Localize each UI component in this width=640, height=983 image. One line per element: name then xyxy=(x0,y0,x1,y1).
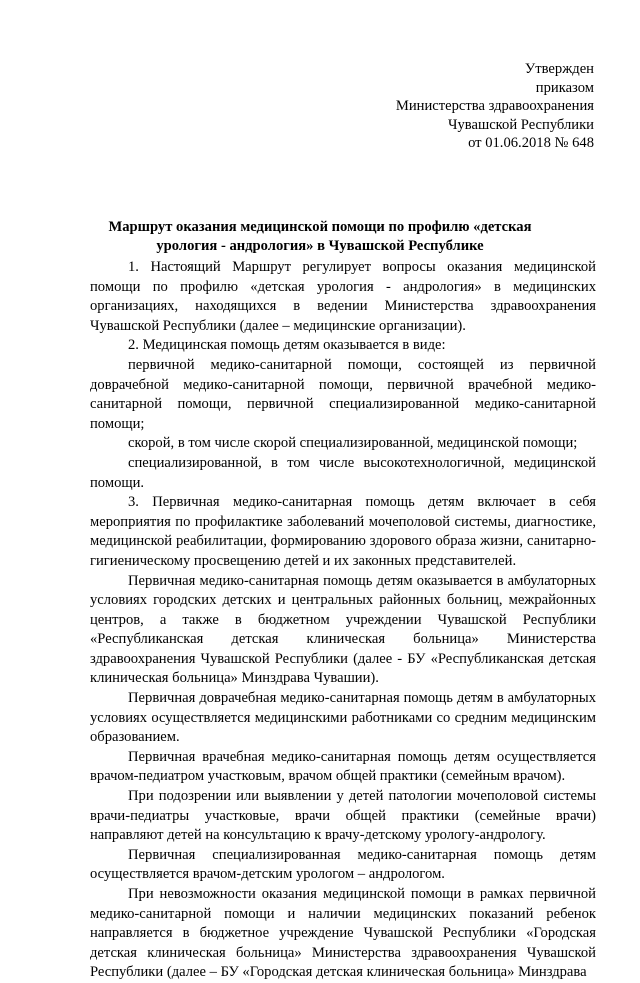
paragraph: 2. Медицинская помощь детям оказывается в виде: xyxy=(128,337,446,354)
paragraph: 1. Настоящий Маршрут регулирует вопросы оказания медицинской помощи по профилю «детская урология - андрология» в медицинских организациях, находящихся в ведении Министерства здравоохранения Чувашской Республики (далее – медицинские организации). xyxy=(90,259,596,334)
paragraph: При невозможности оказания медицинской помощи в рамках первичной медико-санитарной помощи и наличии медицинских показаний ребенок направляется в бюджетное учреждение Чувашской Республики «Городская детская клиническая больница» Министерства здравоохранения Чувашской Республики (далее – БУ «Городская детская клиническая больница» Минздрава xyxy=(90,886,596,981)
approval-line: от 01.06.2018 № 648 xyxy=(468,135,594,152)
paragraph: Первичная врачебная медико-санитарная помощь детям осуществляется врачом-педиатром участковым, врачом общей практики (семейным врачом). xyxy=(90,748,596,785)
paragraph: Первичная доврачебная медико-санитарная помощь детям в амбулаторных условиях осуществляется медицинскими работниками со средним медицинским образованием. xyxy=(90,690,596,746)
approval-line: приказом xyxy=(535,79,594,96)
paragraph: первичной медико-санитарной помощи, состоящей из первичной доврачебной медико-санитарной помощи, первичной врачебной медико-санитарной помощи, первичной специализированной медико-санитарной помощи; xyxy=(90,356,596,432)
paragraph: 3. Первичная медико-санитарная помощь детям включает в себя мероприятия по профилактике заболеваний мочеполовой системы, диагностике, медицинской реабилитации, формированию здорового образа жизни, санитарно-гигиеническому просвещению детей и их законных представителей. xyxy=(90,494,596,569)
paragraph: При подозрении или выявлении у детей патологии мочеполовой системы врачи-педиатры участковые, врачи общей практики (семейные врачи) направляют детей на консультацию к врачу-детскому урологу-андрологу. xyxy=(90,788,596,844)
approval-block xyxy=(396,60,594,153)
paragraph: скорой, в том числе скорой специализированной, медицинской помощи; xyxy=(128,435,578,452)
paragraph: специализированной, в том числе высокотехнологичной, медицинской помощи. xyxy=(90,454,596,491)
document-title: Маршрут оказания медицинской помощи по профилю «детская урология - андрология» в Чувашской Республике xyxy=(108,219,532,254)
approval-line: Чувашской Республики xyxy=(448,116,594,133)
paragraph: Первичная специализированная медико-санитарная помощь детям осуществляется врачом-детским урологом – андрологом. xyxy=(90,846,596,883)
document-body xyxy=(90,258,596,983)
approval-line: Министерства здравоохранения xyxy=(395,98,594,115)
paragraph: Первичная медико-санитарная помощь детям оказывается в амбулаторных условиях городских детских и центральных районных больниц, межрайонных центров, а также в бюджетном учреждении Чувашской Республики «Республиканская детская клиническая больница» Министерства здравоохранения Чувашской Республики (далее - БУ «Республиканская детская клиническая больница» Минздрава Чувашии). xyxy=(90,572,596,687)
approval-line: Утвержден xyxy=(524,61,594,77)
